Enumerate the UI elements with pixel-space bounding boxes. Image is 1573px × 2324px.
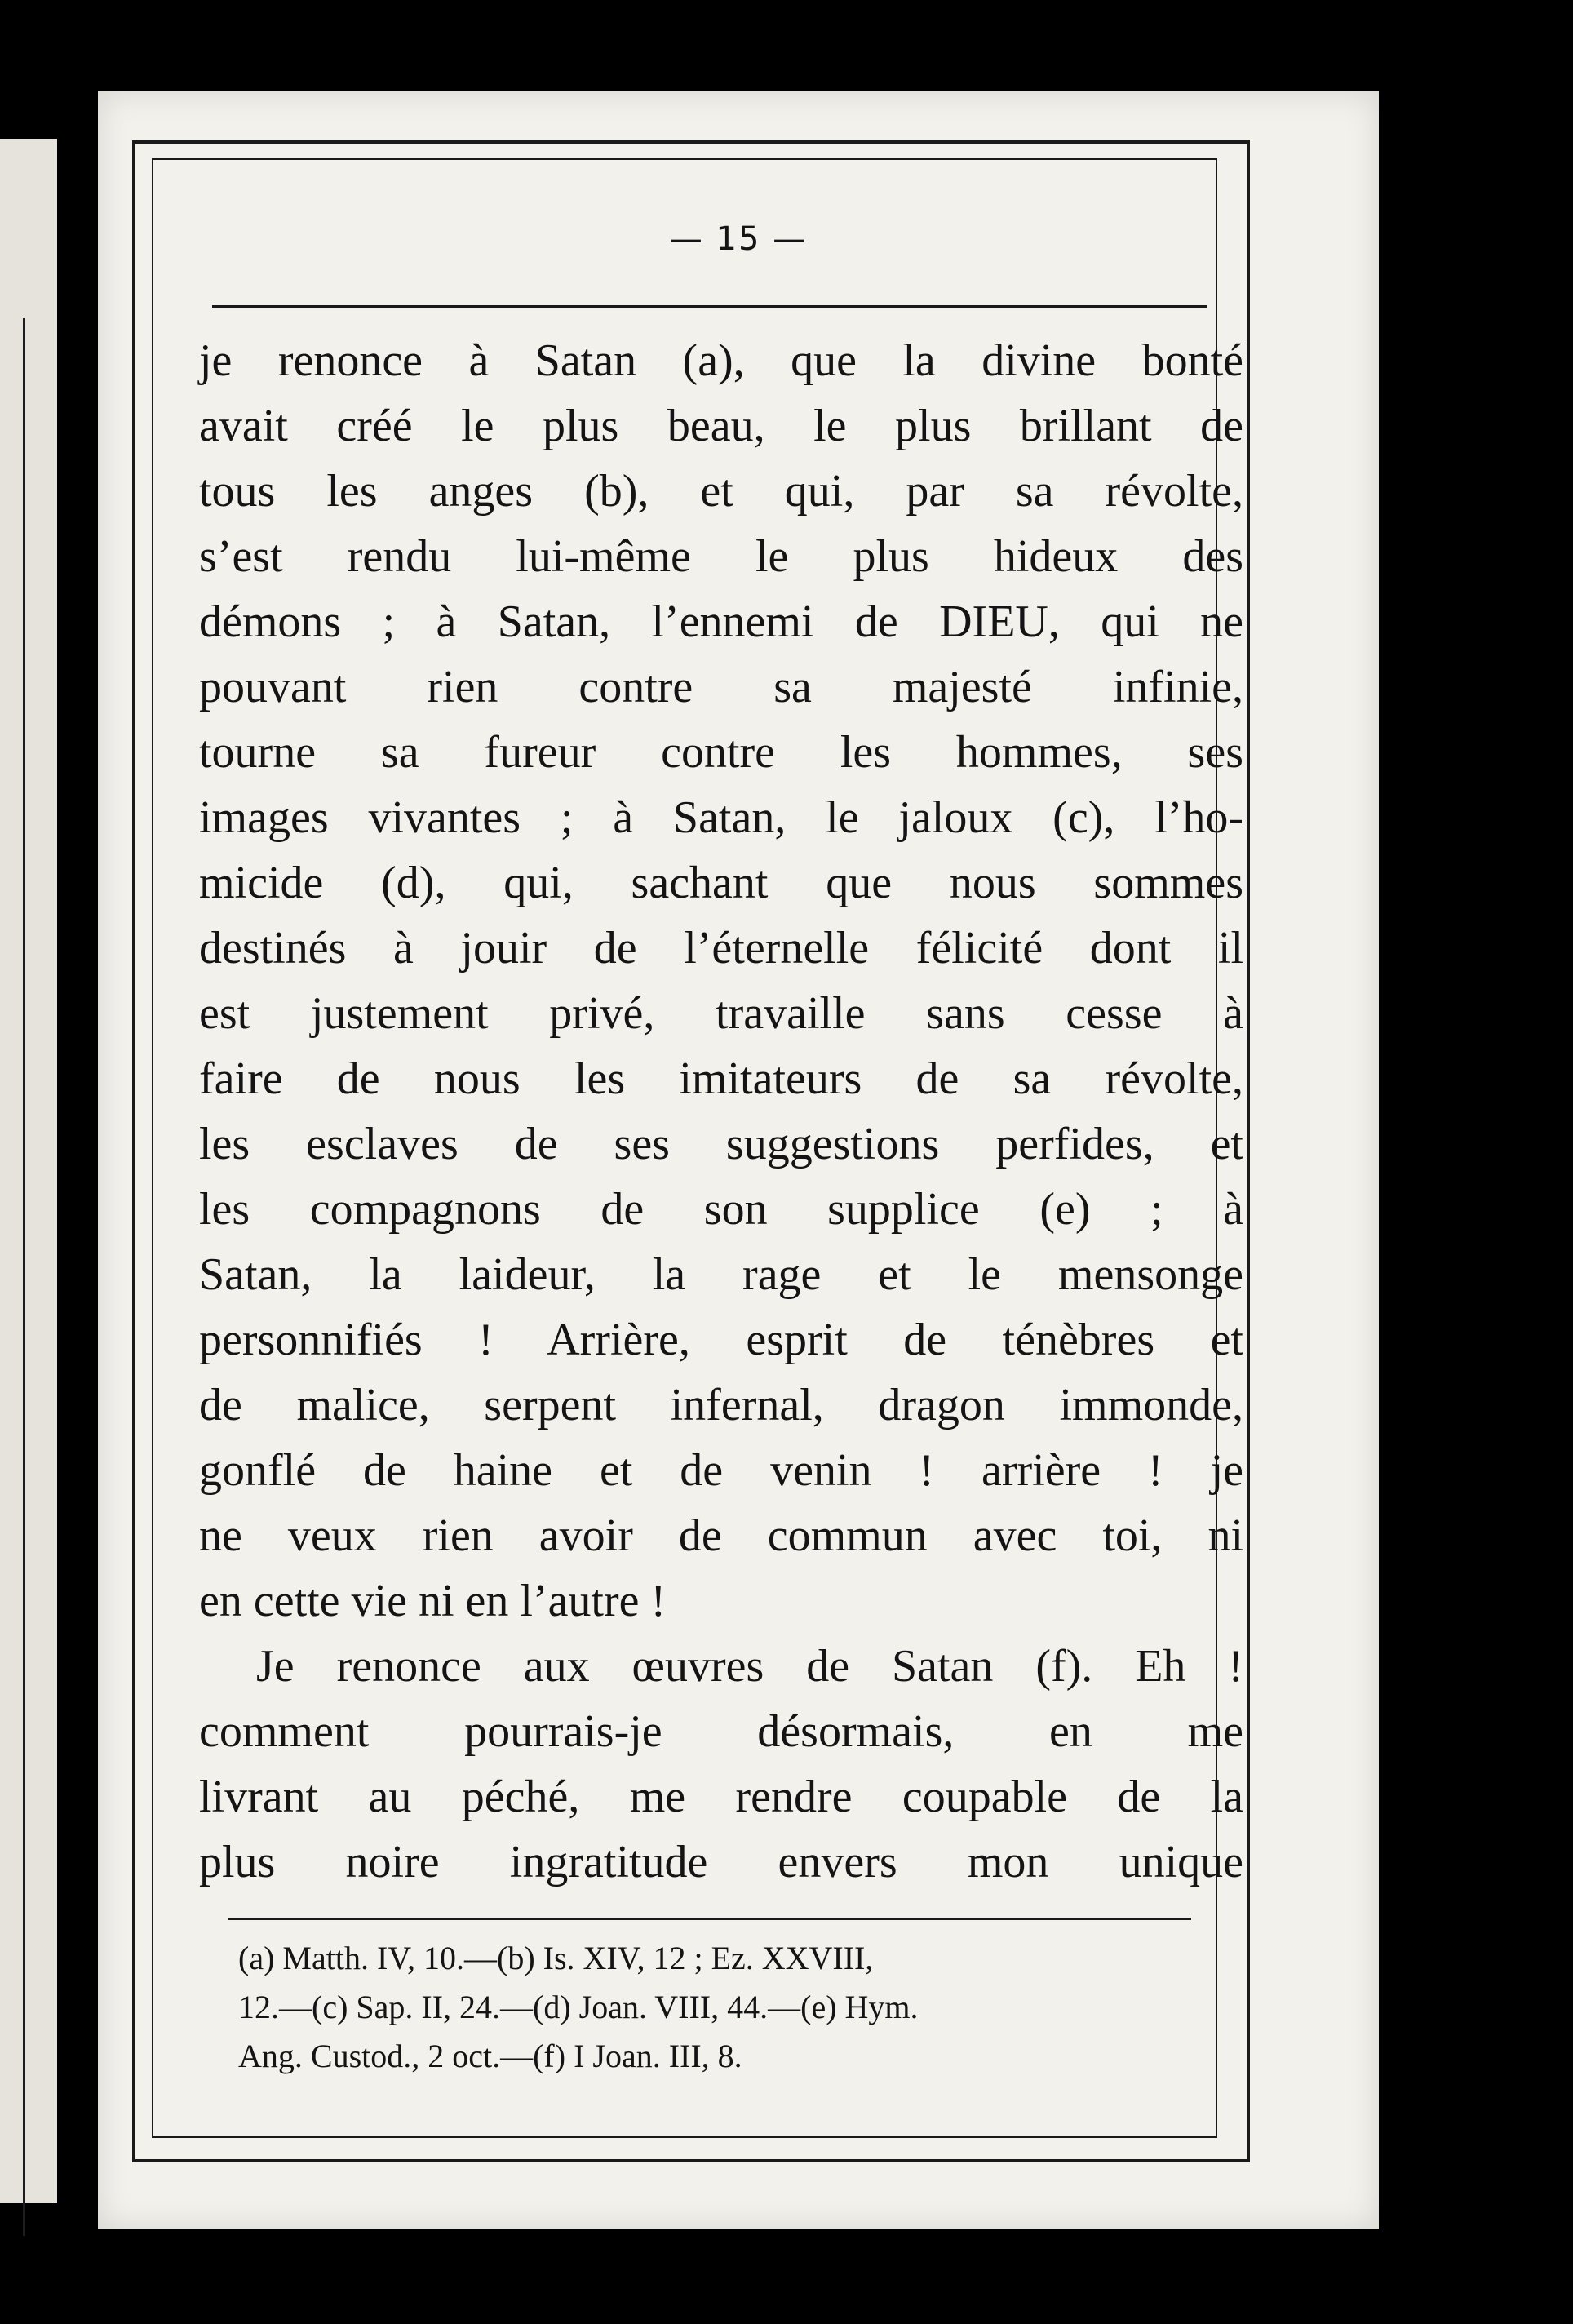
adjacent-page-edge: [0, 139, 57, 2203]
text-line: livrant au péché, me rendre coupable de la: [199, 1772, 1243, 1822]
text-line: les compagnons de son supplice (e) ; à: [199, 1184, 1243, 1235]
text-line: personnifiés ! Arrière, esprit de ténèbres et: [199, 1315, 1243, 1365]
text-line: plus noire ingratitude envers mon unique: [199, 1837, 1243, 1887]
text-line: Satan, la laideur, la rage et le mensonge: [199, 1249, 1243, 1300]
text-line: s’est rendu lui-même le plus hideux des: [199, 531, 1243, 582]
text-line: est justement privé, travaille sans cesse à: [199, 988, 1243, 1039]
text-line: tous les anges (b), et qui, par sa révolte,: [199, 466, 1243, 517]
footnote-line: (a) Matth. IV, 10.—(b) Is. XIV, 12 ; Ez. XXVIII,: [238, 1940, 874, 1976]
text-line: faire de nous les imitateurs de sa révolte,: [199, 1053, 1243, 1104]
text-line: je renonce à Satan (a), que la divine bonté: [199, 335, 1243, 386]
text-line: tourne sa fureur contre les hommes, ses: [199, 727, 1243, 778]
text-line: comment pourrais-je désormais, en me: [199, 1706, 1243, 1757]
text-line: pouvant rien contre sa majesté infinie,: [199, 662, 1243, 712]
text-line: destinés à jouir de l’éternelle félicité dont il: [199, 923, 1243, 974]
footnote-line: 12.—(c) Sap. II, 24.—(d) Joan. VIII, 44.—(e) Hym.: [238, 1989, 919, 2025]
text-line: ne veux rien avoir de commun avec toi, ni: [199, 1510, 1243, 1561]
text-line: avait créé le plus beau, le plus brillant de: [199, 401, 1243, 451]
text-line: Je renonce aux œuvres de Satan (f). Eh !: [256, 1641, 1243, 1692]
footnote-rule: [228, 1918, 1191, 1920]
text-line: images vivantes ; à Satan, le jaloux (c), l’ho-: [199, 792, 1243, 843]
footnotes: [238, 1934, 1201, 2081]
header-rule: [212, 305, 1207, 308]
page-number: — 15 —: [669, 220, 808, 258]
text-line: les esclaves de ses suggestions perfides, et: [199, 1119, 1243, 1169]
text-line: micide (d), qui, sachant que nous sommes: [199, 858, 1243, 908]
body-text: [199, 328, 1243, 1895]
adjacent-page-border: [23, 318, 25, 2236]
text-line: en cette vie ni en l’autre !: [199, 1576, 667, 1626]
footnote-line: Ang. Custod., 2 oct.—(f) I Joan. III, 8.: [238, 2038, 742, 2074]
book-page: [98, 91, 1379, 2229]
text-line: démons ; à Satan, l’ennemi de DIEU, qui ne: [199, 597, 1243, 647]
text-line: de malice, serpent infernal, dragon immonde,: [199, 1380, 1243, 1430]
text-line: gonflé de haine et de venin ! arrière ! je: [199, 1445, 1243, 1496]
